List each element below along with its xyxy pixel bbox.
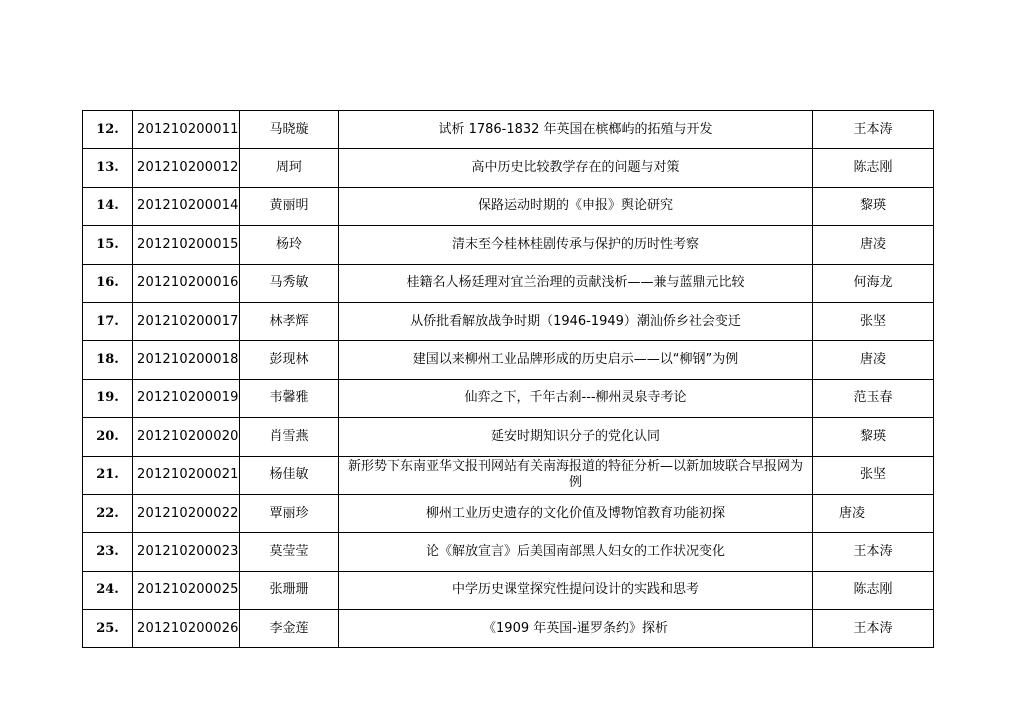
row-number: 18.	[83, 341, 133, 379]
thesis-title: 试析 1786-1832 年英国在槟榔屿的拓殖与开发	[339, 111, 813, 149]
row-number: 17.	[83, 302, 133, 340]
advisor-name: 王本涛	[813, 610, 934, 648]
advisor-name: 黎瑛	[813, 418, 934, 456]
table-row	[83, 571, 934, 609]
student-id: 201210200026	[133, 610, 240, 648]
student-id: 201210200021	[133, 456, 240, 494]
student-name: 彭现林	[240, 341, 339, 379]
table-row	[83, 418, 934, 456]
row-number: 21.	[83, 456, 133, 494]
student-name: 马秀敏	[240, 264, 339, 302]
student-name: 杨佳敏	[240, 456, 339, 494]
student-id: 201210200023	[133, 533, 240, 571]
table-row	[83, 264, 934, 302]
row-number: 13.	[83, 149, 133, 187]
student-id: 201210200022	[133, 494, 240, 532]
student-id: 201210200011	[133, 111, 240, 149]
advisor-name: 黎瑛	[813, 187, 934, 225]
row-number: 20.	[83, 418, 133, 456]
student-id: 201210200014	[133, 187, 240, 225]
table-row	[83, 187, 934, 225]
table-row	[83, 226, 934, 264]
table-row	[83, 149, 934, 187]
row-number: 12.	[83, 111, 133, 149]
table-row	[83, 302, 934, 340]
advisor-name: 王本涛	[813, 111, 934, 149]
row-number: 19.	[83, 379, 133, 417]
thesis-title: 高中历史比较教学存在的问题与对策	[339, 149, 813, 187]
thesis-title: 清末至今桂林桂剧传承与保护的历时性考察	[339, 226, 813, 264]
table-row	[83, 610, 934, 648]
student-name: 张珊珊	[240, 571, 339, 609]
row-number: 22.	[83, 494, 133, 532]
student-name: 李金莲	[240, 610, 339, 648]
row-number: 25.	[83, 610, 133, 648]
table-row	[83, 494, 934, 532]
row-number: 24.	[83, 571, 133, 609]
advisor-name: 何海龙	[813, 264, 934, 302]
student-name: 林孝辉	[240, 302, 339, 340]
thesis-title: 论《解放宣言》后美国南部黑人妇女的工作状况变化	[339, 533, 813, 571]
thesis-table-body	[83, 111, 934, 648]
advisor-name: 王本涛	[813, 533, 934, 571]
student-id: 201210200018	[133, 341, 240, 379]
student-name: 杨玲	[240, 226, 339, 264]
row-number: 14.	[83, 187, 133, 225]
table-row	[83, 379, 934, 417]
thesis-title: 延安时期知识分子的党化认同	[339, 418, 813, 456]
advisor-name: 范玉春	[813, 379, 934, 417]
thesis-title: 柳州工业历史遗存的文化价值及博物馆教育功能初探	[339, 494, 813, 532]
student-id: 201210200020	[133, 418, 240, 456]
student-id: 201210200019	[133, 379, 240, 417]
student-id: 201210200017	[133, 302, 240, 340]
thesis-title: 桂籍名人杨廷理对宜兰治理的贡献浅析——兼与蓝鼎元比较	[339, 264, 813, 302]
student-id: 201210200015	[133, 226, 240, 264]
table-row	[83, 456, 934, 494]
student-id: 201210200016	[133, 264, 240, 302]
thesis-title: 《1909 年英国-暹罗条约》探析	[339, 610, 813, 648]
student-id: 201210200012	[133, 149, 240, 187]
student-name: 莫莹莹	[240, 533, 339, 571]
table-row	[83, 111, 934, 149]
student-name: 周珂	[240, 149, 339, 187]
table-row	[83, 341, 934, 379]
student-name: 韦馨雅	[240, 379, 339, 417]
advisor-name: 唐凌	[813, 341, 934, 379]
row-number: 23.	[83, 533, 133, 571]
advisor-name: 唐凌	[813, 226, 934, 264]
thesis-title: 建国以来柳州工业品牌形成的历史启示——以“柳钢”为例	[339, 341, 813, 379]
advisor-name: 张坚	[813, 302, 934, 340]
advisor-name: 唐凌	[813, 494, 934, 532]
thesis-title: 从侨批看解放战争时期（1946-1949）潮汕侨乡社会变迁	[339, 302, 813, 340]
row-number: 15.	[83, 226, 133, 264]
thesis-title: 仙弈之下，千年古刹---柳州灵泉寺考论	[339, 379, 813, 417]
student-name: 覃丽珍	[240, 494, 339, 532]
advisor-name: 陈志刚	[813, 571, 934, 609]
row-number: 16.	[83, 264, 133, 302]
student-id: 201210200025	[133, 571, 240, 609]
student-name: 马晓璇	[240, 111, 339, 149]
advisor-name: 张坚	[813, 456, 934, 494]
thesis-table	[82, 110, 934, 648]
thesis-title: 保路运动时期的《申报》舆论研究	[339, 187, 813, 225]
thesis-title: 中学历史课堂探究性提问设计的实践和思考	[339, 571, 813, 609]
table-row	[83, 533, 934, 571]
advisor-name: 陈志刚	[813, 149, 934, 187]
student-name: 肖雪燕	[240, 418, 339, 456]
student-name: 黄丽明	[240, 187, 339, 225]
thesis-title: 新形势下东南亚华文报刊网站有关南海报道的特征分析—以新加坡联合早报网为例	[339, 456, 813, 494]
